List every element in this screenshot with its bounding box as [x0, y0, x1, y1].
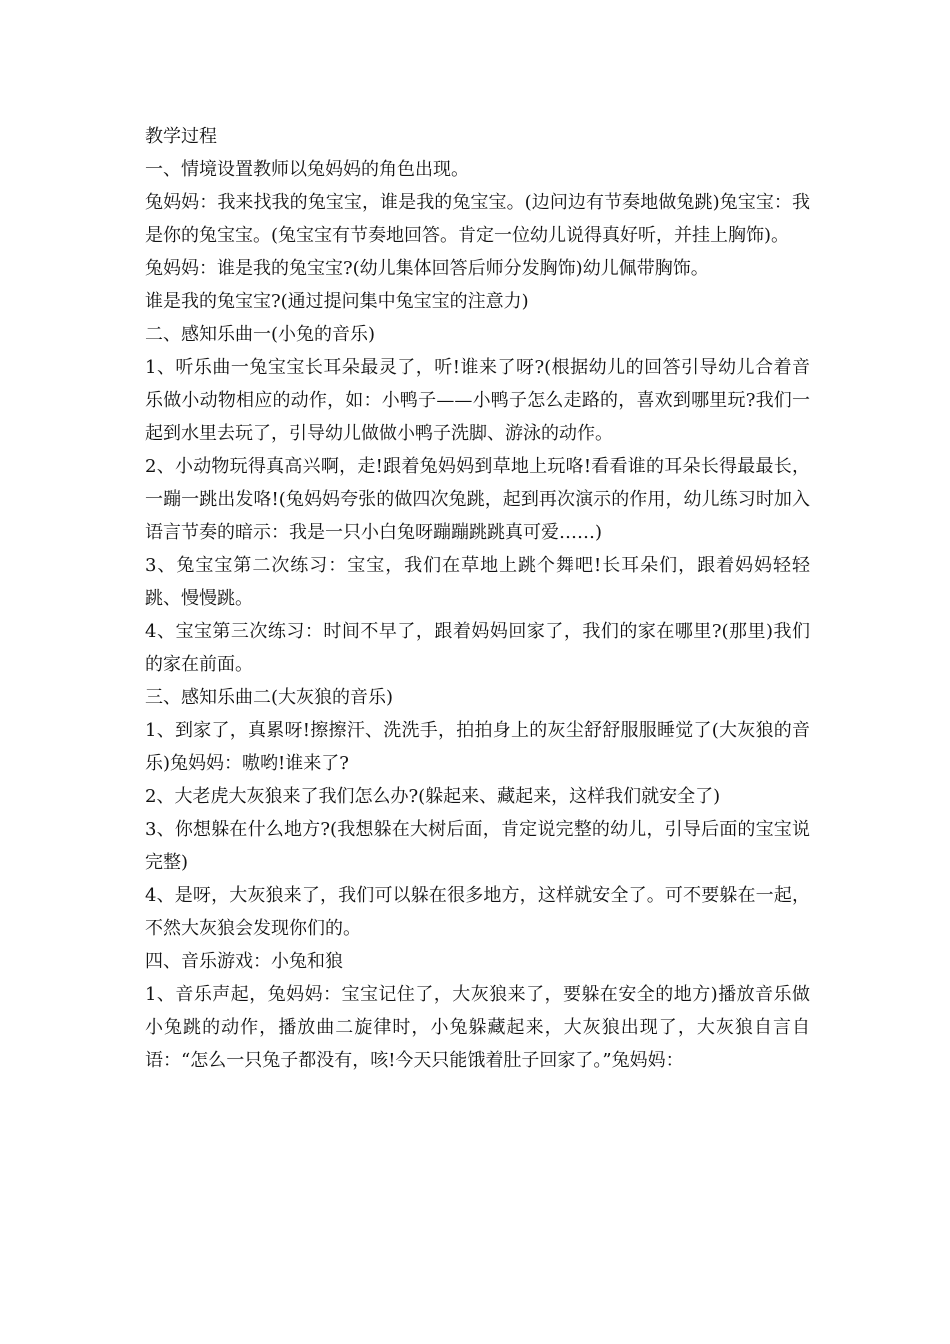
paragraph: 3、兔宝宝第二次练习：宝宝，我们在草地上跳个舞吧!长耳朵们，跟着妈妈轻轻跳、慢慢跳。 [145, 555, 810, 609]
paragraph: 3、你想躲在什么地方?(我想躲在大树后面，肯定说完整的幼儿，引导后面的宝宝说完整) [145, 819, 810, 873]
document-body [145, 120, 810, 1077]
paragraph: 谁是我的兔宝宝?(通过提问集中兔宝宝的注意力) [145, 291, 529, 312]
paragraph: 兔妈妈：谁是我的兔宝宝?(幼儿集体回答后师分发胸饰)幼儿佩带胸饰。 [145, 258, 709, 279]
paragraph: 1、音乐声起，兔妈妈：宝宝记住了，大灰狼来了，要躲在安全的地方)播放音乐做小兔跳的动作，播放曲二旋律时，小兔躲藏起来，大灰狼出现了，大灰狼自言自语：“怎么一只兔子都没有，咳!今天只能饿着肚子回家了。”兔妈妈： [145, 984, 810, 1071]
section-two-heading: 二、感知乐曲一(小兔的音乐) [145, 324, 376, 345]
paragraph: 2、小动物玩得真高兴啊，走!跟着兔妈妈到草地上玩咯!看看谁的耳朵长得最最长，一蹦一跳出发咯!(兔妈妈夸张的做四次兔跳，起到再次演示的作用，幼儿练习时加入语言节奏的暗示：我是一只小白兔呀蹦蹦跳跳真可爱……) [145, 456, 810, 543]
section-three-heading: 三、感知乐曲二(大灰狼的音乐) [145, 687, 394, 708]
section-one-heading: 一、情境设置教师以兔妈妈的角色出现。 [145, 159, 469, 180]
section-heading: 教学过程 [145, 126, 217, 147]
paragraph: 4、宝宝第三次练习：时间不早了，跟着妈妈回家了，我们的家在哪里?(那里)我们的家在前面。 [145, 621, 810, 675]
paragraph: 1、到家了，真累呀!擦擦汗、洗洗手，拍拍身上的灰尘舒舒服服睡觉了(大灰狼的音乐)兔妈妈：嗷哟!谁来了? [145, 720, 810, 774]
paragraph: 1、听乐曲一兔宝宝长耳朵最灵了，听!谁来了呀?(根据幼儿的回答引导幼儿合着音乐做小动物相应的动作，如：小鸭子——小鸭子怎么走路的，喜欢到哪里玩?我们一起到水里去玩了，引导幼儿做做小鸭子洗脚、游泳的动作。 [145, 357, 810, 444]
section-four-heading: 四、音乐游戏：小兔和狼 [145, 951, 343, 972]
paragraph: 4、是呀，大灰狼来了，我们可以躲在很多地方，这样就安全了。可不要躲在一起，不然大灰狼会发现你们的。 [145, 885, 810, 939]
paragraph: 2、大老虎大灰狼来了我们怎么办?(躲起来、藏起来，这样我们就安全了) [145, 786, 721, 807]
paragraph: 兔妈妈：我来找我的兔宝宝，谁是我的兔宝宝。(边问边有节奏地做兔跳)兔宝宝：我是你的兔宝宝。(兔宝宝有节奏地回答。肯定一位幼儿说得真好听，并挂上胸饰)。 [145, 192, 810, 246]
